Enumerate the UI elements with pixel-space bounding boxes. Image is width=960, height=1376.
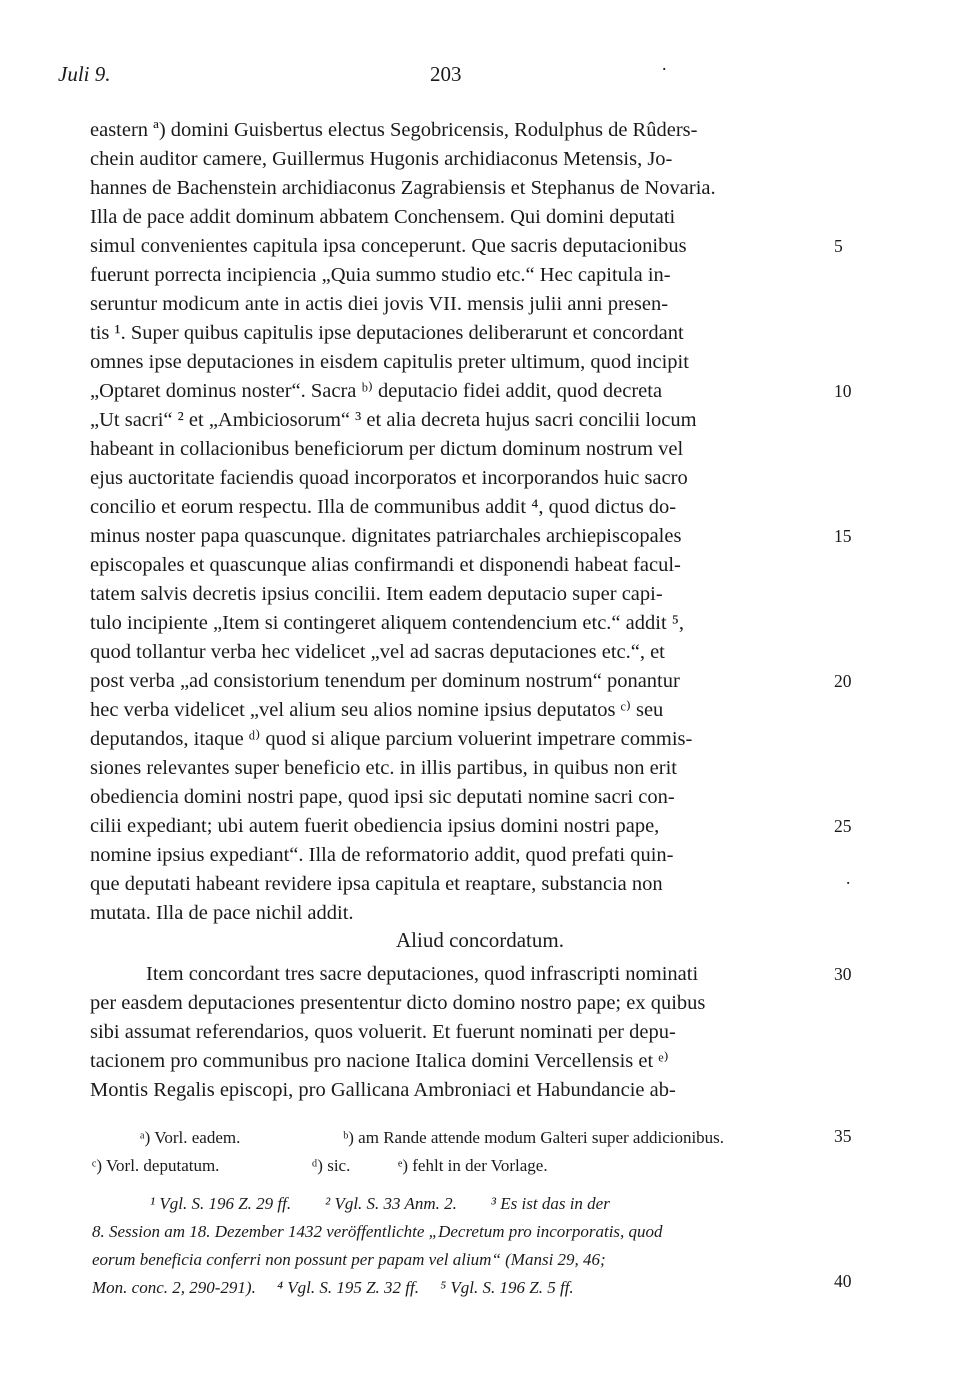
text-line: omnes ipse deputaciones in eisdem capitulis preter ultimum, quod incipit <box>90 351 689 373</box>
text-line: cilii expediant; ubi autem fuerit obediencia ipsius domini nostri pape, <box>90 815 660 837</box>
apparatus-note: ᵃ) Vorl. eadem. <box>140 1128 241 1147</box>
text-line: concilio et eorum respectu. Illa de communibus addit ⁴, quod dictus do- <box>90 496 677 518</box>
text-line: que deputati habeant revidere ipsa capitula et reaptare, substancia non <box>90 873 663 895</box>
text-line: Item concordant tres sacre deputaciones, quod infrascripti nominati <box>146 963 699 985</box>
text-line: tulo incipiente „Item si contingeret aliquem contendencium etc.“ addit ⁵, <box>90 612 685 634</box>
footnote-line: 8. Session am 18. Dezember 1432 veröffentlichte „Decretum pro incorporatis, quod <box>92 1222 663 1241</box>
text-line: episcopales et quascunque alias confirmandi et disponendi habeat facul- <box>90 554 681 576</box>
footnote-line: ¹ Vgl. S. 196 Z. 29 ff. ² Vgl. S. 33 Anm. 2. ³ Es ist das in der <box>150 1194 610 1213</box>
line-number: 10 <box>834 381 852 401</box>
line-number: 5 <box>834 236 843 256</box>
line-number: 25 <box>834 816 852 836</box>
text-line: simul convenientes capitula ipsa conceperunt. Que sacris deputacionibus <box>90 235 687 257</box>
text-line: tacionem pro communibus pro nacione Italica domini Vercellensis et ᵉ⁾ <box>90 1050 669 1072</box>
text-line: hannes de Bachenstein archidiaconus Zagrabiensis et Stephanus de Novaria. <box>90 177 716 199</box>
line-mark: . <box>846 868 851 888</box>
text-line: sibi assumat referendarios, quos voluerit. Et fuerunt nominati per depu- <box>90 1021 676 1043</box>
page-number: 203 <box>430 62 462 86</box>
text-line: ejus auctoritate faciendis quoad incorporatos et incorporandos huic sacro <box>90 467 688 489</box>
apparatus-note: ᵇ) am Rande attende modum Galteri super addicionibus. <box>343 1128 725 1147</box>
text-line: post verba „ad consistorium tenendum per dominum nostrum“ ponantur <box>90 670 680 692</box>
text-line: eastern ª) domini Guisbertus electus Segobricensis, Rodulphus de Rûders- <box>90 119 698 141</box>
line-number: 30 <box>834 964 852 984</box>
text-line: Montis Regalis episcopi, pro Gallicana Ambroniaci et Habundancie ab- <box>90 1079 676 1101</box>
section-heading: Aliud concordatum. <box>396 928 564 952</box>
text-line: tis ¹. Super quibus capitulis ipse deputaciones deliberarunt et concordant <box>90 322 684 344</box>
text-line: nomine ipsius expediant“. Illa de reformatorio addit, quod prefati quin- <box>90 844 674 866</box>
text-line: seruntur modicum ante in actis diei jovis VII. mensis julii anni presen- <box>90 293 669 315</box>
text-line: habeant in collacionibus beneficiorum per dictum dominum nostrum vel <box>90 438 684 460</box>
apparatus-note: ᶜ) Vorl. deputatum. <box>92 1156 220 1175</box>
running-head-date: Juli 9. <box>58 62 111 86</box>
text-line: minus noster papa quascunque. dignitates patriarchales archiepiscopales <box>90 525 682 547</box>
text-line: deputandos, itaque ᵈ⁾ quod si alique parcium voluerint impetrare commis- <box>90 728 693 750</box>
text-line: Illa de pace addit dominum abbatem Conchensem. Qui domini deputati <box>90 206 676 228</box>
text-line: quod tollantur verba hec videlicet „vel ad sacras deputaciones etc.“, et <box>90 641 665 663</box>
text-line: hec verba videlicet „vel alium seu alios nomine ipsius deputatos ᶜ⁾ seu <box>90 699 664 721</box>
line-number: 35 <box>834 1126 852 1146</box>
footnote-line: Mon. conc. 2, 290-291). ⁴ Vgl. S. 195 Z. 32 ff. ⁵ Vgl. S. 196 Z. 5 ff. <box>92 1278 574 1297</box>
line-number: 40 <box>834 1271 852 1291</box>
text-line: mutata. Illa de pace nichil addit. <box>90 902 354 924</box>
header-mark: . <box>662 54 667 74</box>
line-number: 20 <box>834 671 852 691</box>
text-line: siones relevantes super beneficio etc. in illis partibus, in quibus non erit <box>90 757 677 779</box>
text-line: fuerunt porrecta incipiencia „Quia summo studio etc.“ Hec capitula in- <box>90 264 671 286</box>
text-line: chein auditor camere, Guillermus Hugonis archidiaconus Metensis, Jo- <box>90 148 673 170</box>
footnote-line: eorum beneficia conferri non possunt per papam vel alium“ (Mansi 29, 46; <box>92 1250 606 1269</box>
line-number: 15 <box>834 526 852 546</box>
text-line: tatem salvis decretis ipsius concilii. Item eadem deputacio super capi- <box>90 583 663 605</box>
text-line: per easdem deputaciones presententur dicto domino nostro pape; ex quibus <box>90 992 706 1014</box>
text-line: obediencia domini nostri pape, quod ipsi sic deputati nomine sacri con- <box>90 786 675 808</box>
apparatus-note: ᵈ) sic. <box>312 1156 351 1175</box>
apparatus-note: ᵉ) fehlt in der Vorlage. <box>398 1156 548 1175</box>
text-line: „Optaret dominus noster“. Sacra ᵇ⁾ deputacio fidei addit, quod decreta <box>90 380 663 402</box>
text-line: „Ut sacri“ ² et „Ambiciosorum“ ³ et alia decreta hujus sacri concilii locum <box>90 409 697 431</box>
